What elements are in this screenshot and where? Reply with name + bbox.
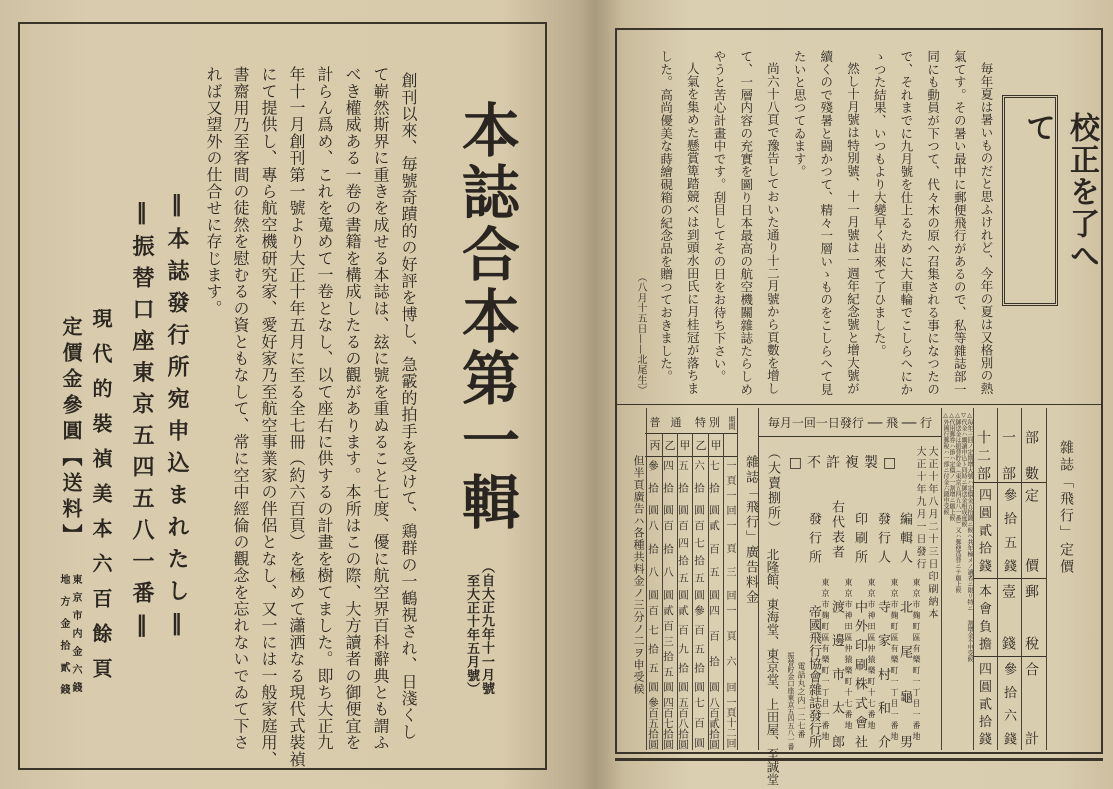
- ad-table-title: 雜誌「飛行」廣告料金: [743, 455, 758, 605]
- ad-rate: 貳百五圓: [708, 520, 720, 600]
- essay-line: やうと苦心計畫中です。刮目してその日をお待ち下さい。: [712, 50, 727, 383]
- price-table-cell: 參拾六錢: [1001, 662, 1016, 745]
- subscription-note: △代用郵券ハ節ハ定價ノ一割增ニ願上候: [948, 412, 955, 521]
- ad-rate: 五拾圓: [677, 460, 689, 515]
- table-rule: [692, 433, 693, 750]
- advert-body-line: 計らん爲め、これを蒐めて一卷となし、以て座右に供するの計畫を樹てました。即ち大正九: [315, 66, 334, 751]
- distributors: 北隆館、東海堂、東京堂、上田屋、至誠堂: [765, 548, 780, 786]
- colophon-label: 編輯人: [897, 512, 912, 569]
- table-rule: [973, 578, 1046, 579]
- price-table-header: 合計: [1023, 662, 1039, 745]
- advert-title: 本誌合本第一輯: [452, 100, 520, 534]
- subscription-note: △御送金は振替貯金（東京五四五八一番）又ハ郵便爲替ニテ願上候: [954, 412, 961, 593]
- ad-period: 一頁三回: [724, 520, 735, 600]
- table-rule: [677, 433, 678, 750]
- colophon-address: 東京市神田區仲猿樂町十七番地: [844, 578, 853, 732]
- colophon-address: 東京市麹町區有樂町一丁目一番地: [821, 578, 830, 743]
- ad-rate: 四百拾圓: [708, 605, 720, 692]
- ad-grade: 乙: [664, 439, 676, 452]
- advert-body-line: 書齋用乃至客間の徒然を慰むるの資ともなして、常に空中經倫の觀念を忘れないでゐて下さ: [231, 66, 250, 751]
- advert-subtitle-from: （自大正九年十一月號: [479, 560, 494, 695]
- subscription-note: △外國行郵稅ハ一部ニ付金六錢申受候: [942, 412, 949, 515]
- price-table-cell: 本會負擔: [976, 584, 991, 650]
- ad-period-header: 期間: [728, 416, 736, 430]
- advert-body-line: て嶄然斯界に重きを成せる本誌は、玆に號を重ぬること七度、優に航空界百科辭典とも謂ふ: [371, 66, 390, 751]
- subscription-note: 割增金不申受候: [966, 620, 973, 662]
- colophon-name: 寺家村和介: [875, 600, 890, 748]
- advert-body-line: れば又望外の仕合せに存じます。: [204, 66, 223, 317]
- colophon-transfer: 振替貯金口座東京五四五八一番: [787, 652, 795, 750]
- essay-line: 毎年夏は暑いものだと思ふけれど、今年の夏は又格別の熱: [979, 62, 994, 395]
- colophon-phone: 電話丸之内一二七番: [797, 662, 806, 739]
- ad-rate: 百拾八圓: [662, 520, 674, 600]
- colophon-label: 發行所: [806, 512, 821, 569]
- essay-line: 氣てす。その暑い最中に郵便飛行があるので、私等雜誌部一: [952, 50, 968, 396]
- ad-period: 一頁十二回: [724, 697, 735, 748]
- price-table-cell: 參拾五錢: [1001, 488, 1016, 572]
- advert-body-line: 創刊以來、毎號奇蹟的の好評を博し、急霰的拍手を受けて、鶏群の一鶴視され、日淺くし: [399, 72, 418, 740]
- colophon-address: 東京市麹町區有樂町一丁目一番地: [890, 578, 899, 743]
- subscription-note: ▽代金ハ購讀申込ト同時ニ御送金相成度候: [960, 412, 967, 527]
- ad-rate: 五百八拾圓: [677, 697, 689, 750]
- ad-footnote: 但半頁廣告ハ各種共料金ノ三分ノ二ヲ申受候: [632, 455, 645, 695]
- ad-rate: 參百五拾圓: [647, 697, 659, 750]
- ad-grade: 乙: [695, 439, 707, 452]
- ad-rate: 六拾圓: [693, 460, 705, 515]
- ad-rate: 四拾圓: [662, 460, 674, 515]
- advert-body-line: 年十一月創刊第一號より大正十年五月に至る全七冊（約六百頁）を極めて瀟洒なる現代式裝禎: [287, 66, 306, 768]
- table-rule: [723, 433, 724, 750]
- essay-title-box: [1002, 95, 1099, 306]
- essay-line: 人氣を集めた懸賞箄踏競べは到頭水田氏に月桂冠が落ちま: [685, 62, 701, 395]
- table-rule: [646, 408, 647, 750]
- essay-line: 同にも動員が下つて、代々木の原へ召集される事になつたの: [925, 50, 941, 396]
- essay-line: した。高尚優美な蒔繪硯箱の紀念品を贈つておきました。: [658, 50, 674, 383]
- ad-rate: 四百七拾圓: [662, 697, 674, 750]
- table-rule: [973, 656, 1046, 657]
- advert-body-line: べき權威ある一卷の書籍を構成したるの觀があります。本所はこの際、大方讀者の御便宜を: [343, 66, 362, 751]
- advert-subtitle-to: 至大正十年五月號）: [464, 574, 479, 696]
- colophon-name: 中外印刷株式會社: [852, 600, 867, 748]
- ad-grade: 甲: [710, 439, 722, 452]
- no-reproduction-notice: □不許複製□: [788, 455, 902, 471]
- price-table-cell: 一部: [1000, 430, 1016, 480]
- colophon-name: 帝國飛行協會雜誌發行所: [806, 605, 821, 748]
- ad-rate: 八百貳拾圓: [708, 697, 720, 750]
- price-table-cell: 四圓貳拾錢: [976, 488, 991, 572]
- ad-group-special: 特別: [695, 416, 723, 429]
- ad-rate: 七拾圓: [708, 460, 720, 515]
- ad-rate: 參百五拾圓: [693, 605, 705, 692]
- ad-rate: 八拾八圓: [647, 520, 659, 600]
- ad-rate: 貳百三拾五圓: [662, 605, 674, 692]
- price-table-header: 定價: [1023, 488, 1039, 572]
- table-rule: [758, 436, 941, 437]
- shipping-provinces: 地方金拾貳錢: [58, 574, 69, 706]
- ad-rate: 百七拾五圓: [647, 605, 659, 692]
- transfer-account: ‖振替口座東京五四五八一番‖: [129, 200, 154, 647]
- colophon-label: 右代表者: [829, 500, 844, 560]
- bottom-rule: [615, 758, 1103, 761]
- colophon-header: 毎月一回一日發行 ── 飛 ── 行: [767, 416, 933, 430]
- price-table-title: 雜誌「飛行」定價: [1058, 440, 1074, 576]
- colophon-address: 東京市神田區仲猿樂町十七番地: [867, 578, 876, 732]
- table-rule: [708, 433, 709, 750]
- section-divider: [615, 404, 1101, 405]
- ad-rate: 參拾圓: [647, 460, 659, 515]
- price-table-cell: 十二部: [975, 430, 991, 480]
- colophon-date-issued: 大正十年九月一日發行: [914, 446, 925, 571]
- price-table-cell: 壹錢: [1000, 584, 1016, 650]
- subscription-note: △毎年三回ノ定期增大號ハ定價金五拾錢ニ候ヘ共年極メノ讀者ニ限リ特ニ: [966, 412, 973, 611]
- essay-signature: （八月十五日——北尾生）: [635, 272, 646, 396]
- ad-grade: 丙: [649, 439, 661, 452]
- essay-line: で、それまでに九月號を仕上るために大車輪でこしらへにか: [898, 50, 914, 396]
- ad-period: 一頁六回: [724, 605, 735, 692]
- price-table-header: 郵稅: [1023, 584, 1039, 650]
- ad-rate: 七百圓: [693, 697, 705, 748]
- table-rule: [662, 433, 663, 750]
- essay-line: 尚六十八頁で豫告しておいた通り十二月號から頁數を增し: [765, 62, 781, 395]
- order-notice: ‖本誌發行所宛申込まれたし‖: [164, 192, 189, 646]
- essay-title: 校正を了へて: [1020, 112, 1099, 272]
- essay-line: ゝつた結果、いつもより大變早く出來て了ひました。: [872, 50, 888, 358]
- advert-body-line: にて提供し、專ら航空機研究家、愛好家乃至航空事業家の伴侶となし、又一には一般家庭用、: [259, 66, 278, 768]
- essay-line: たいと思つてゐます。: [792, 50, 808, 178]
- colophon-name: 北尾龜男: [897, 600, 912, 748]
- ad-rate: 百七拾五圓: [693, 520, 705, 600]
- essay-line: て、一層内容の充實を圖り日本最高の航空機關雜誌たらしめ: [738, 50, 754, 396]
- ad-rate: 百四拾五圓: [677, 520, 689, 600]
- essay-line: 續くので殘暑と闘かつて、精々一層いゝものをこしらへて見: [818, 50, 834, 396]
- table-rule: [973, 482, 1046, 483]
- price-info: 定價金參圓【送料】: [59, 316, 83, 550]
- colophon-label: 印刷所: [852, 512, 867, 569]
- binding-info: 現代的裝禎美本六百餘頁: [89, 308, 113, 693]
- price-table-cell: 四圓貳拾錢: [976, 662, 991, 745]
- ad-period: 一頁一回: [724, 460, 735, 515]
- table-rule: [941, 408, 942, 750]
- distributors-label: （大賣捌所）: [765, 446, 780, 536]
- price-table-header: 部數: [1023, 430, 1039, 480]
- essay-line: 然し十月號は特別號、十一月號は一週年紀念號と增大號が: [845, 62, 861, 395]
- colophon-label: 發行人: [875, 512, 890, 569]
- colophon-name: 渡邊市太郎: [829, 600, 844, 748]
- shipping-tokyo: 東京市内金六錢: [70, 574, 81, 700]
- colophon-address: 東京市麹町區有樂町一丁目一番地: [912, 578, 921, 743]
- ad-group-regular: 普通: [649, 416, 692, 429]
- table-rule: [1046, 408, 1047, 750]
- ad-rate: 貳百九拾圓: [677, 605, 689, 692]
- table-rule: [737, 408, 738, 750]
- ad-grade: 甲: [679, 439, 691, 452]
- colophon-date-printed: 大正十年八月二十三日印刷納本: [926, 446, 937, 621]
